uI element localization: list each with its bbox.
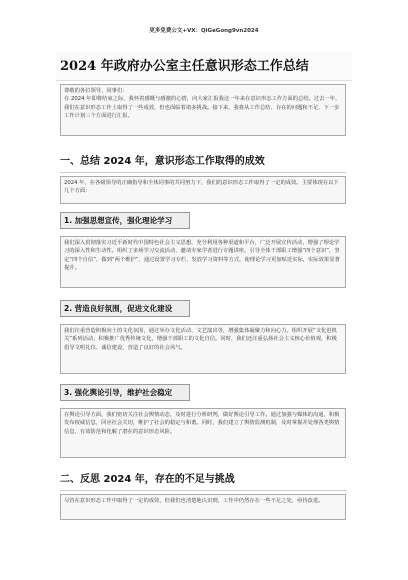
section1-text: 2024 年，在各级领导的正确指导和全体同事的共同努力下，我们的意识形态工作取得了一定的成效。主要体现在以下几个方面：	[64, 180, 339, 195]
header-note: 更多免费公文+VX：QiGeGong9vn2024	[149, 28, 259, 34]
subsection2-text: 我们注重营造积极向上的文化氛围，通过举办文化活动、文艺演出等，增强集体凝聚力和向心力。组织开展“文化进机关”系列活动，积极推广优秀传统文化，增强干部职工的文化自信。同时，我们还注重弘扬社会主义核心价值观，积极倡导文明礼仪、诚信建设，营造了良好的社会风气。	[64, 328, 337, 351]
section2-box	[60, 494, 346, 520]
subsection3-heading: 3. 强化舆论引导，维护社会稳定	[60, 384, 190, 401]
section2-text: 尽管在意识形态工作中取得了一定的成效，但我们也清楚地认识到，工作中仍然存在一些不足之处，亟待改进。	[64, 498, 324, 504]
intro-text: 在 2024 年即将结束之际，我怀着感慨与感激的心情，向大家汇报我这一年来在意识形态工作方面的总结。过去一年，我们在意识形态工作上取得了一些成效，但也面临着诸多挑战。接下来，我将从工作总结、存在的问题和不足、下一步工作计划三个方面进行汇报。	[64, 96, 341, 119]
subsection2-box	[60, 324, 346, 374]
greeting-text: 尊敬的各位领导、同事们：	[64, 88, 128, 94]
section1-heading: 一、总结 2024 年，意识形态工作取得的成效	[60, 152, 346, 173]
section1-box	[60, 176, 346, 204]
section2-heading: 二、反思 2024 年，存在的不足与挑战	[60, 470, 346, 491]
subsection1-text: 我们深入贯彻落实习近平新时代中国特色社会主义思想，充分利用各种渠道和平台，广泛开展宣传活动，增强了理论学习的深入性和生动性。组织了多场学习交流活动，邀请专家学者进行专题讲座，引导全体干部职工增强“四个意识”，坚定“四个自信”，做到“两个维护”，通过设置学习专栏、发放学习资料等方式，使理论学习更加贴近实际，实际效果显著提升。	[64, 240, 340, 271]
subsection1-heading: 1. 加强思想宣传，强化理论学习	[60, 212, 190, 229]
subsection2-heading: 2. 营造良好氛围，促进文化建设	[60, 300, 190, 317]
subsection3-box	[60, 408, 346, 458]
subsection1-box	[60, 236, 346, 288]
intro-box	[60, 84, 346, 136]
page-title: 2024 年政府办公室主任意识形态工作总结	[56, 52, 352, 81]
subsection3-text: 在舆论引导方面，我们密切关注社会舆情动态，及时进行分析研判，做好舆论引导工作。通过加强与媒体的沟通，积极发布权威信息，回应社会关切，维护了社会的稳定与和谐。同时，我们建立了舆情监测机制，及时掌握并处理各类舆情信息，有效防范和化解了潜在的意识形态风险。	[64, 412, 340, 435]
